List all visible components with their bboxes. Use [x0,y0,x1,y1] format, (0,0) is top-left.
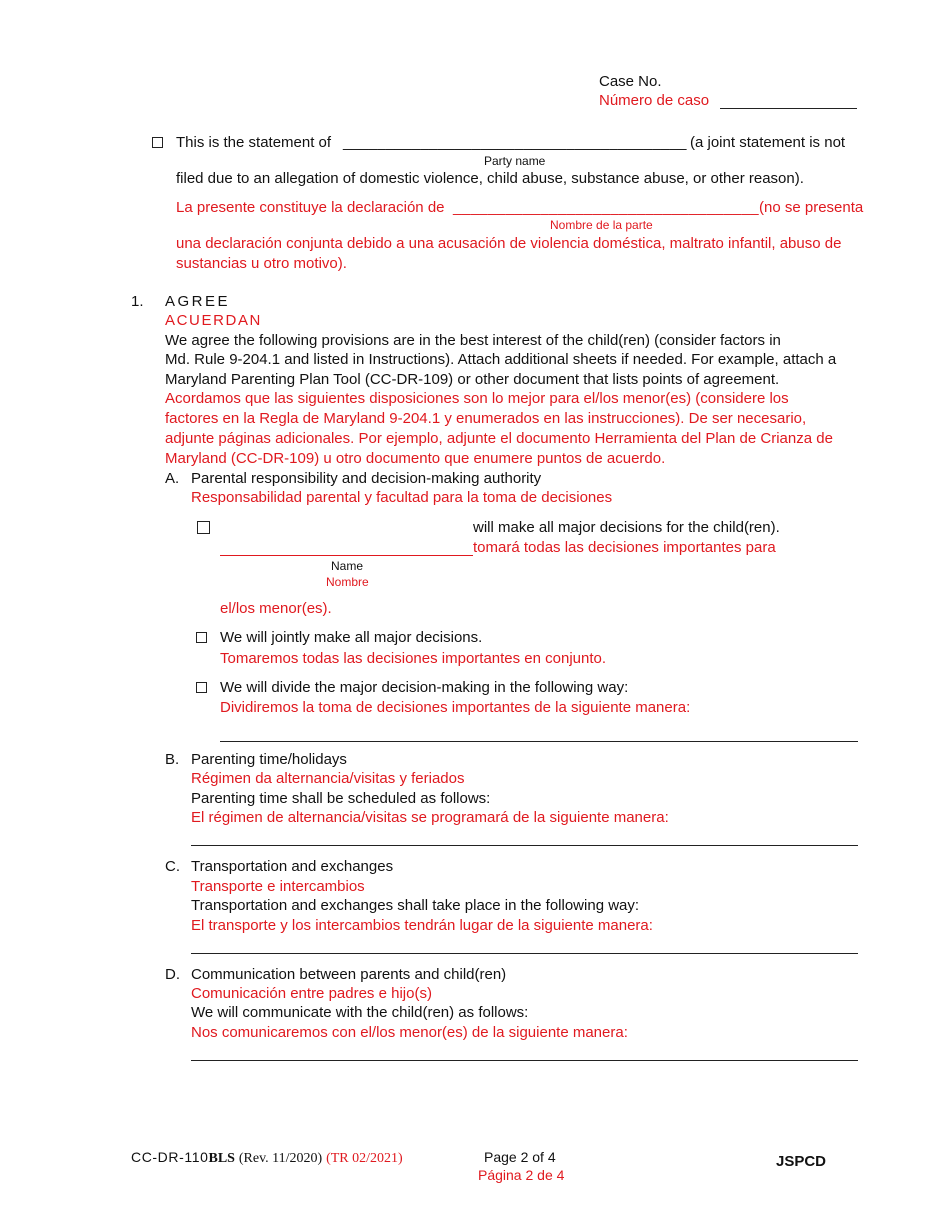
part-b-text: Parenting time shall be scheduled as follows: [191,790,491,807]
decision-maker-name-field[interactable] [220,555,473,556]
form-code: JSPCD [776,1153,827,1170]
page-number: Page 2 of 4 [484,1149,556,1165]
intro-line-es: Maryland (CC-DR-109) u otro documento que enumere puntos de acuerdo. [165,450,666,467]
intro-line-es: Acordamos que las siguientes disposiciones son lo mejor para el/los menor(es) (considere los [165,390,789,407]
part-d-text-es: Nos comunicaremos con el/los menor(es) de la siguiente manera: [191,1024,628,1041]
part-b-title-es: Régimen da alternancia/visitas y feriados [191,770,465,787]
joint-decision-text-es: Tomaremos todas las decisiones importantes en conjunto. [220,650,607,667]
form-translation: (TR 02/2021) [326,1151,403,1166]
page-number-es: Página 2 de 4 [478,1167,565,1183]
part-b-letter: B. [165,751,180,768]
party-name-caption: Party name [484,154,546,168]
statement-es-prefix: La presente constituye la declaración de [176,199,445,216]
divide-decision-checkbox[interactable] [196,682,207,693]
part-a-title-es: Responsabilidad parental y facultad para la toma de decisiones [191,489,613,506]
transportation-field[interactable] [191,953,858,954]
case-no-label-es: Número de caso [599,92,710,109]
intro-line: Maryland Parenting Plan Tool (CC-DR-109) or other document that lists points of agreement. [165,371,780,388]
party-name-field[interactable]: ________________________________________ [343,134,687,151]
part-c-title-es: Transporte e intercambios [191,878,365,895]
divide-decision-field[interactable] [220,741,858,742]
part-b-title: Parenting time/holidays [191,751,347,768]
parenting-time-field[interactable] [191,845,858,846]
divide-decision-text: We will divide the major decision-making in the following way: [220,679,629,696]
form-revision: (Rev. 11/2020) [238,1151,323,1166]
intro-line: We agree the following provisions are in the best interest of the child(ren) (consider factors in [165,332,781,349]
form-id: CC-DR-110 [131,1149,209,1165]
joint-decision-checkbox[interactable] [196,632,207,643]
statement-es-line2: una declaración conjunta debido a una acusación de violencia doméstica, maltrato infantil, abuso de [176,235,842,252]
footer-form-id [131,1148,403,1168]
name-caption-es: Nombre [326,575,369,589]
intro-line-es: adjunte páginas adicionales. Por ejemplo, adjunte el documento Herramienta del Plan de Crianza de [165,430,833,447]
communication-field[interactable] [191,1060,858,1061]
section-heading: AGREE [165,293,231,310]
statement-suffix: (a joint statement is not [690,134,846,151]
section-heading-es: ACUERDAN [165,312,262,329]
part-d-title: Communication between parents and child(ren) [191,966,507,983]
statement-es-suffix: (no se presenta [759,199,864,216]
part-c-letter: C. [165,858,180,875]
part-c-text: Transportation and exchanges shall take place in the following way: [191,897,640,914]
statement-prefix: This is the statement of [176,134,332,151]
party-name-caption-es: Nombre de la parte [550,218,653,232]
statement-checkbox[interactable] [152,137,163,148]
case-no-label: Case No. [599,73,662,90]
intro-line-es: factores en la Regla de Maryland 9-204.1 y enumerados en las instrucciones). De ser necesario, [165,410,807,427]
case-no-field[interactable] [720,108,857,109]
joint-decision-text: We will jointly make all major decisions. [220,629,483,646]
statement-line2: filed due to an allegation of domestic violence, child abuse, substance abuse, or other reason). [176,170,804,187]
part-d-title-es: Comunicación entre padres e hijo(s) [191,985,432,1002]
part-a-letter: A. [165,470,180,487]
section-number: 1. [131,293,144,310]
form-suffix: BLS [208,1151,235,1166]
sole-decision-cont-es: el/los menor(es). [220,600,332,617]
divide-decision-text-es: Dividiremos la toma de decisiones importantes de la siguiente manera: [220,699,691,716]
part-d-text: We will communicate with the child(ren) as follows: [191,1004,529,1021]
sole-decision-text: will make all major decisions for the child(ren). [473,519,780,536]
sole-decision-checkbox[interactable] [197,521,210,534]
part-a-title: Parental responsibility and decision-making authority [191,470,542,487]
party-name-field-es[interactable]: ___________________________________ [453,199,759,216]
sole-decision-text-es: tomará todas las decisiones importantes para [473,539,776,556]
part-c-text-es: El transporte y los intercambios tendrán lugar de la siguiente manera: [191,917,653,934]
intro-line: Md. Rule 9-204.1 and listed in Instructions). Attach additional sheets if needed. For example, attach a [165,351,837,368]
statement-es-line3: sustancias u otro motivo). [176,255,347,272]
part-b-text-es: El régimen de alternancia/visitas se programará de la siguiente manera: [191,809,669,826]
part-d-letter: D. [165,966,180,983]
part-c-title: Transportation and exchanges [191,858,394,875]
name-caption: Name [331,559,364,573]
